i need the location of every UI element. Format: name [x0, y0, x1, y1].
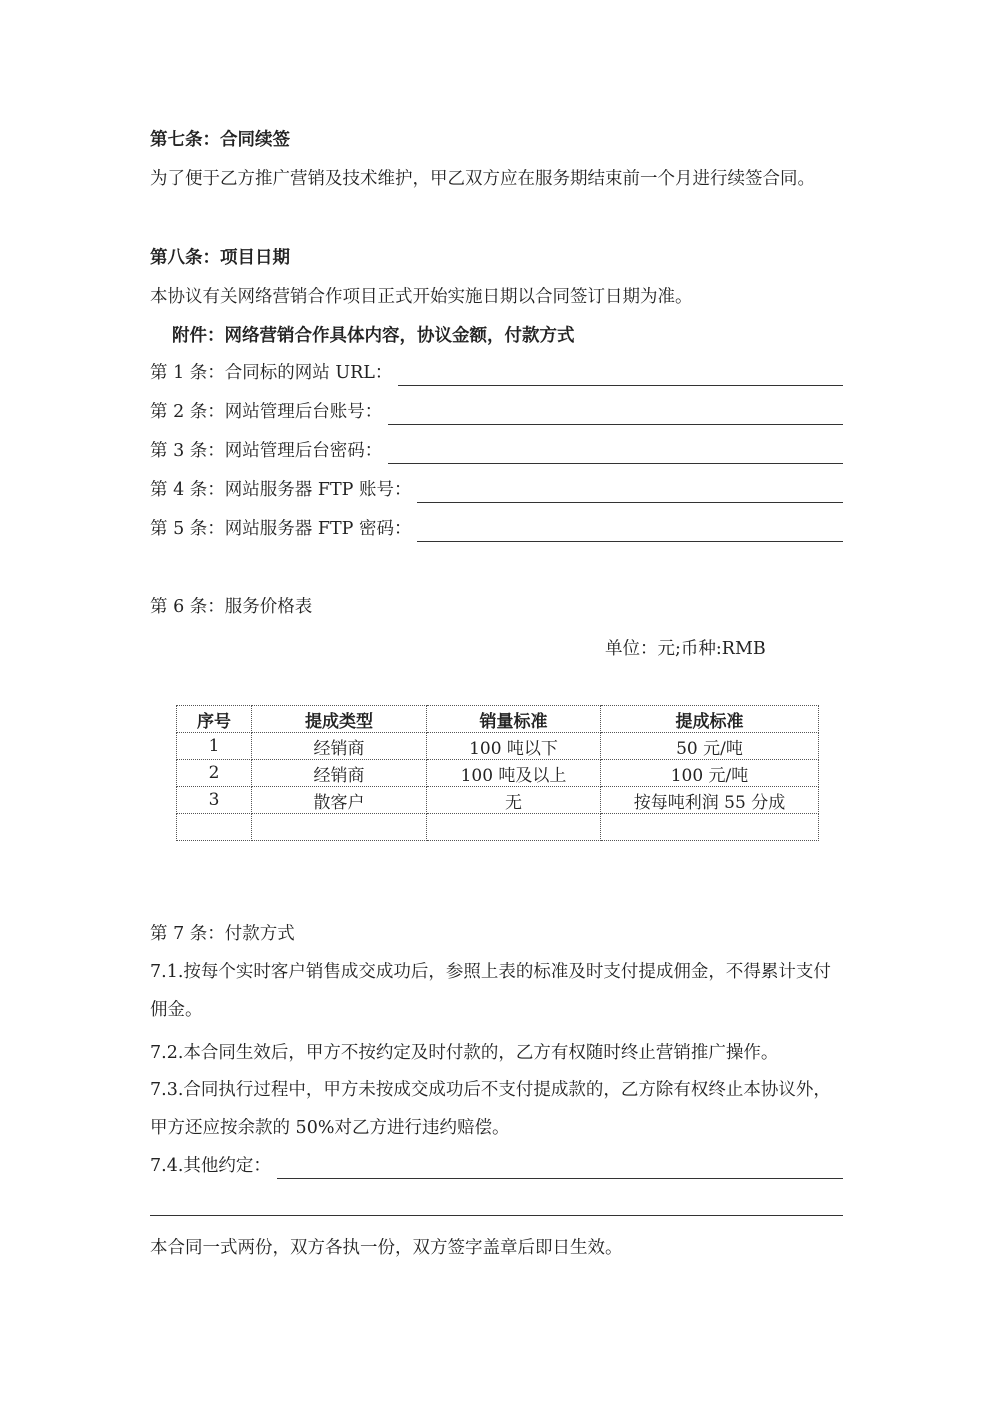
- admin-password-blank-line[interactable]: [388, 441, 843, 464]
- table-cell: [601, 814, 819, 841]
- article8-title: 第八条：项目日期: [150, 248, 290, 268]
- payment-clause-3: 7.3.合同执行过程中，甲方未按成交成功后不支付提成款的，乙方除有权终止本协议外，甲方还应按余款的 50%对乙方进行违约赔偿。: [150, 1080, 831, 1138]
- header-cell: 提成标准: [601, 706, 819, 733]
- article7-title: 第七条：合同续签: [150, 130, 290, 150]
- table-cell: 100 吨及以上: [427, 760, 601, 787]
- table-cell: [252, 814, 427, 841]
- table-cell: 散客户: [252, 787, 427, 814]
- table-cell: 经销商: [252, 733, 427, 760]
- table-cell: [177, 814, 252, 841]
- table-row: [177, 733, 819, 760]
- field-label: 第 5 条：网站服务器 FTP 密码：: [150, 519, 412, 539]
- field-label: 7.4.其他约定：: [150, 1156, 271, 1176]
- divider-rule: [150, 1215, 843, 1216]
- table-cell: 50 元/吨: [601, 733, 819, 760]
- other-agreement-blank-line[interactable]: [277, 1156, 843, 1179]
- closing-statement: 本合同一式两份，双方各执一份，双方签字盖章后即日生效。: [150, 1238, 623, 1258]
- table-cell: 按每吨利润 55 分成: [601, 787, 819, 814]
- ftp-password-blank-line[interactable]: [417, 519, 843, 542]
- field-other-agreement: [150, 1153, 843, 1179]
- ftp-account-blank-line[interactable]: [417, 480, 843, 503]
- attachment-title: 附件：网络营销合作具体内容，协议金额，付款方式: [172, 326, 575, 346]
- field-admin-account: [150, 399, 843, 425]
- article8-body: 本协议有关网络营销合作项目正式开始实施日期以合同签订日期为准。: [150, 287, 693, 307]
- field-label: 第 2 条：网站管理后台账号：: [150, 402, 383, 422]
- table-row: [177, 760, 819, 787]
- table-header-row: [177, 706, 819, 733]
- url-blank-line[interactable]: [398, 363, 843, 386]
- field-url: [150, 360, 843, 386]
- table-cell: 2: [177, 760, 252, 787]
- field-label: 第 3 条：网站管理后台密码：: [150, 441, 383, 461]
- header-cell: 序号: [177, 706, 252, 733]
- field-label: 第 1 条：合同标的网站 URL：: [150, 363, 393, 383]
- price-table: [176, 705, 819, 841]
- admin-account-blank-line[interactable]: [388, 402, 843, 425]
- table-cell: 100 元/吨: [601, 760, 819, 787]
- field-ftp-account: [150, 477, 843, 503]
- payment-clause-1: 7.1.按每个实时客户销售成交成功后，参照上表的标准及时支付提成佣金，不得累计支付佣金。: [150, 962, 831, 1020]
- header-cell: 提成类型: [252, 706, 427, 733]
- price-table-unit: 单位：元;币种:RMB: [605, 639, 766, 659]
- payment-clause-2: 7.2.本合同生效后，甲方不按约定及时付款的，乙方有权随时终止营销推广操作。: [150, 1043, 779, 1063]
- table-cell: 100 吨以下: [427, 733, 601, 760]
- table-cell: 3: [177, 787, 252, 814]
- table-row-empty: [177, 814, 819, 841]
- field-ftp-password: [150, 516, 843, 542]
- field-admin-password: [150, 438, 843, 464]
- field-label: 第 4 条：网站服务器 FTP 账号：: [150, 480, 412, 500]
- table-row: [177, 787, 819, 814]
- article7-body: 为了便于乙方推广营销及技术维护，甲乙双方应在服务期结束前一个月进行续签合同。: [150, 169, 815, 189]
- table-cell: 无: [427, 787, 601, 814]
- table-cell: [427, 814, 601, 841]
- table-cell: 1: [177, 733, 252, 760]
- header-cell: 销量标准: [427, 706, 601, 733]
- price-table-title: 第 6 条：服务价格表: [150, 597, 313, 617]
- payment-title: 第 7 条：付款方式: [150, 924, 295, 944]
- table-cell: 经销商: [252, 760, 427, 787]
